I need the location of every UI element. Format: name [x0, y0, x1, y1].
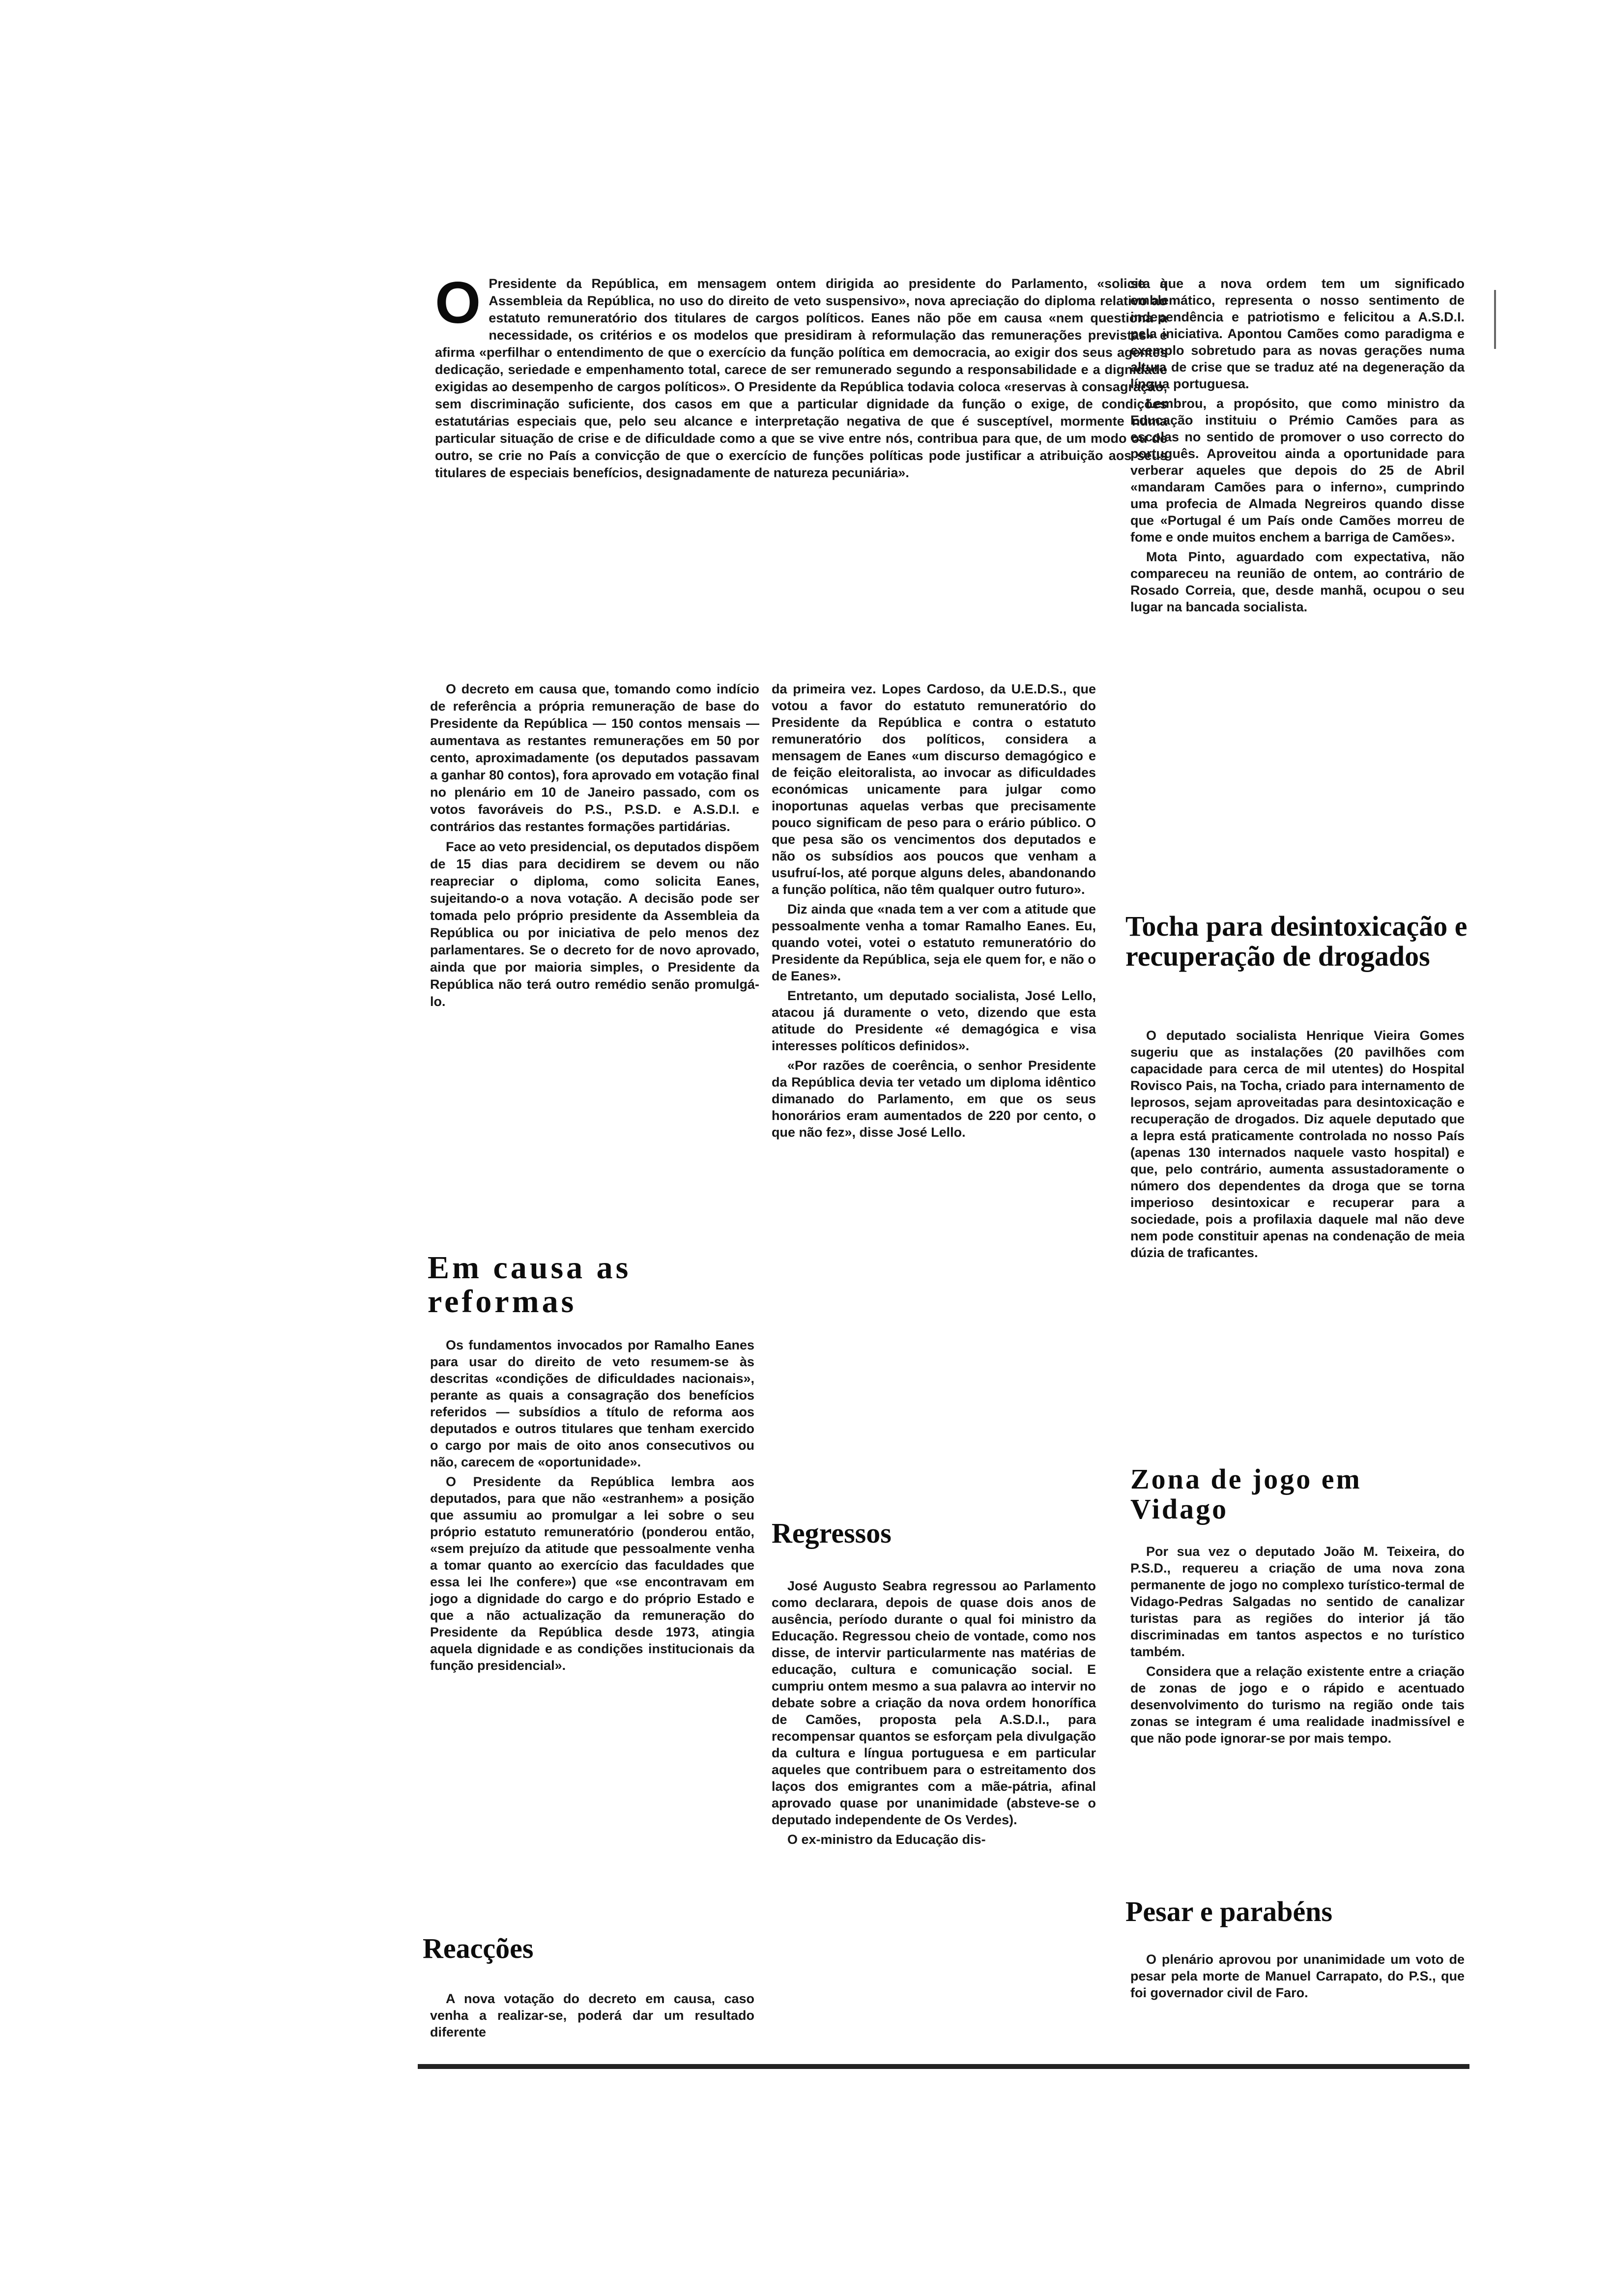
paragraph: Os fundamentos invocados por Ramalho Eanes para usar do direito de veto resumem-se às descritas «condições de dificuldades nacionais», perante as quais a consagração dos benefícios referidos — subsídios a título de reforma aos deputados e outros titulares que tenham exercido o cargo por mais de oito anos consecutivos ou não, carecem de «oportunidade».	[430, 1338, 754, 1469]
bottom-rule	[418, 2064, 1469, 2069]
paragraph: A nova votação do decreto em causa, caso venha a realizar-se, poderá dar um resultado diferente	[430, 1991, 754, 2039]
paragraph: O ex-ministro da Educação dis-	[787, 1832, 986, 1847]
column-1	[430, 681, 759, 1013]
column-1-end	[430, 1990, 754, 2043]
column-3-tocha	[1130, 1027, 1465, 1264]
paragraph: Mota Pinto, aguardado com expectativa, não compareceu na reunião de ontem, ao contrário de Rosado Correia, que, desde manhã, ocupou o seu lugar na bancada socialista.	[1130, 549, 1465, 614]
paragraph: O deputado socialista Henrique Vieira Gomes sugeriu que as instalações (20 pavilhões com capacidade para cerca de mil utentes) do Hospital Rovisco Pais, na Tocha, criado para internamento de leprosos, sejam aproveitadas para desintoxicação e recuperação de drogados. Diz aquele deputado que a lepra está praticamente controlada no nosso País (apenas 130 internados naquele vasto hospital) e que, pelo contrário, aumenta assustadoramente o número dos dependentes da droga que se torna imperioso desintoxicar e recuperar para a sociedade, pois a profilaxia daquele mal não deve nem pode constituir apenas na condenação de meia dúzia de traficantes.	[1130, 1028, 1465, 1260]
paragraph: Diz ainda que «nada tem a ver com a atitude que pessoalmente venha a tomar Ramalho Eanes. Eu, quando votei, votei o estatuto remuneratório do Presidente da República, seja ele quem for, e não o de Eanes».	[772, 902, 1096, 983]
edge-mark	[1494, 290, 1496, 349]
paragraph: Por sua vez o deputado João M. Teixeira, do P.S.D., requereu a criação de uma nova zona permanente de jogo no complexo turístico-termal de Vidago-Pedras Salgadas no sentido de canalizar turistas para as regiões do interior já tão discriminadas em tantos aspectos e no turístico também.	[1130, 1544, 1465, 1659]
paragraph: Face ao veto presidencial, os deputados dispõem de 15 dias para decidirem se devem ou não reapreciar o diploma, como solicita Eanes, sujeitando-o a nova votação. A decisão pode ser tomada pelo próprio presidente da Assembleia da República ou por iniciativa de pelo menos dez parlamentares. Se o decreto for de novo aprovado, ainda que por maioria simples, o Presidente da República não terá outro remédio senão promulgá-lo.	[430, 839, 759, 1009]
paragraph: Considera que a relação existente entre a criação de zonas de jogo e o rápido e acentuado desenvolvimento do turismo na região onde tais zonas se integram é uma realidade inadmissível e que não pode ignorar-se por mais tempo.	[1130, 1664, 1465, 1746]
paragraph: José Augusto Seabra regressou ao Parlamento como declarara, depois de quase dois anos de ausência, período durante o qual foi ministro da Educação. Regressou cheio de vontade, como nos disse, de intervir particularmente nas matérias de educação, cultura e comunicação social. E cumpriu ontem mesmo a sua palavra ao intervir no debate sobre a criação da nova ordem honorífica de Camões, proposta pela A.S.D.I., para recompensar quantos se esforçam pela divulgação da cultura e língua portuguesa e em particular aqueles que contribuem para o estreitamento dos laços dos emigrantes com a mãe-pátria, afinal aprovado quase por unanimidade (absteve-se o deputado independente de Os Verdes).	[772, 1578, 1096, 1827]
paragraph: Entretanto, um deputado socialista, José Lello, atacou já duramente o veto, dizendo que esta atitude do Presidente «é demagógica e visa interesses políticos definidos».	[772, 988, 1096, 1053]
column-2	[772, 681, 1096, 1144]
paragraph: O Presidente da República lembra aos deputados, para que não «estranhem» a posição que assumiu ao promulgar a lei sobre o seu próprio estatuto remuneratório (ponderou então, «sem prejuízo da atitude que pessoalmente venha a tomar quanto ao exercício das faculdades que essa lei lhe confere») que «se encontravam em jogo a dignidade do cargo e do próprio Estado e que a não actualização da remuneração do Presidente da República desde 1973, atingia aquela dignidade e as condições institucionais da função presidencial».	[430, 1474, 754, 1673]
column-3	[1130, 275, 1465, 618]
paragraph: da primeira vez. Lopes Cardoso, da U.E.D.S., que votou a favor do estatuto remuneratório do Presidente da República e contra o estatuto remuneratório dos políticos, considera a mensagem de Eanes «um discurso demagógico e de feição eleitoralista, ao invocar as dificuldades económicas unicamente para julgar como inoportunas aquelas verbas que precisamente pouco significam de peso para o erário público. O que pesa são os vencimentos dos deputados e não os subsídios aos poucos que venham a usufruí-los, até porque alguns deles, abandonando a função política, não têm qualquer outro futuro».	[772, 682, 1096, 897]
heading-zona-de-jogo: Zona de jogo em Vidago	[1130, 1463, 1362, 1525]
paragraph: «Por razões de coerência, o senhor Presidente da República devia ter vetado um diploma idêntico dimanado do Parlamento, em que os seus honorários eram aumentados de 220 por cento, o que não fez», disse José Lello.	[772, 1058, 1096, 1140]
column-3-pesar	[1130, 1951, 1465, 2004]
paragraph: se que a nova ordem tem um significado emblemático, representa o nosso sentimento de independência e patriotismo e felicitou a A.S.D.I. pela iniciativa. Apontou Camões como paradigma e exemplo sobretudo para as novas gerações numa altura de crise que se traduz até na degeneração da língua portuguesa.	[1130, 276, 1465, 391]
heading-em-causa: Em causa as reformas	[428, 1250, 632, 1320]
heading-tocha: Tocha para desintoxicação e recuperação de drogados	[1125, 910, 1468, 972]
paragraph: O plenário aprovou por unanimidade um voto de pesar pela morte de Manuel Carrapato, do P.S., que foi governador civil de Faro.	[1130, 1952, 1465, 2000]
column-2-lower	[772, 1578, 1096, 1851]
intro-paragraph: Presidente da República, em mensagem ontem dirigida ao presidente do Parlamento, «solicita à Assembleia da República, no uso do direito de veto suspensivo», nova apreciação do diploma relativo ao estatuto remuneratório dos titulares de cargos políticos. Eanes não põe em causa «nem questiona a necessidade, os critérios e os modelos que presidiram à reformulação das remunerações previstas» e afirma «perfilhar o entendimento de que o exercício da função política em democracia, ao exigir dos seus agentes dedicação, seriedade e empenhamento total, carece de ser remunerado segundo a responsabilidade e a dignidade exigidas ao desempenho de cargos políticos». O Presidente da República todavia coloca «reservas à consagração, sem discriminação suficiente, dos casos em que a particular dignidade da função o exige, de condições estatutárias especiais que, pelo seu alcance e interpretação negativa de que é susceptível, mormente numa particular situação de crise e de dificuldade como a que se vive entre nós, contribua para que, de um modo ou de outro, se crie no País a convicção de que o exercício de funções políticas pode justificar a atribuição aos seus titulares de especiais benefícios, designadamente de natureza pecuniária».	[435, 276, 1167, 480]
paragraph: Lembrou, a propósito, que como ministro da Educação instituiu o Prémio Camões para as escolas no sentido de promover o uso correcto do português. Aproveitou ainda a oportunidade para verberar aqueles que depois do 25 de Abril «mandaram Camões para o inferno», cumprindo uma profecia de Almada Negreiros quando disse que «Portugal é um País onde Camões morreu de fome e onde muitos enchem a barriga de Camões».	[1130, 396, 1465, 545]
article-intro	[435, 270, 1167, 482]
heading-regressos: Regressos	[772, 1517, 892, 1549]
paragraph: O decreto em causa que, tomando como indício de referência a própria remuneração de base do Presidente da República — 150 contos mensais — aumentava as restantes remunerações em 50 por cento, aproximadamente (os deputados passavam a ganhar 80 contos), fora aprovado em votação final no plenário em 10 de Janeiro passado, com os votos favoráveis do P.S., P.S.D. e A.S.D.I. e contrários das restantes formações partidárias.	[430, 682, 759, 834]
heading-reaccoes: Reacções	[423, 1932, 534, 1964]
heading-pesar: Pesar e parabéns	[1125, 1895, 1333, 1927]
column-1-lower	[430, 1337, 754, 1677]
drop-cap: O	[435, 270, 481, 336]
column-3-zona	[1130, 1543, 1465, 1750]
